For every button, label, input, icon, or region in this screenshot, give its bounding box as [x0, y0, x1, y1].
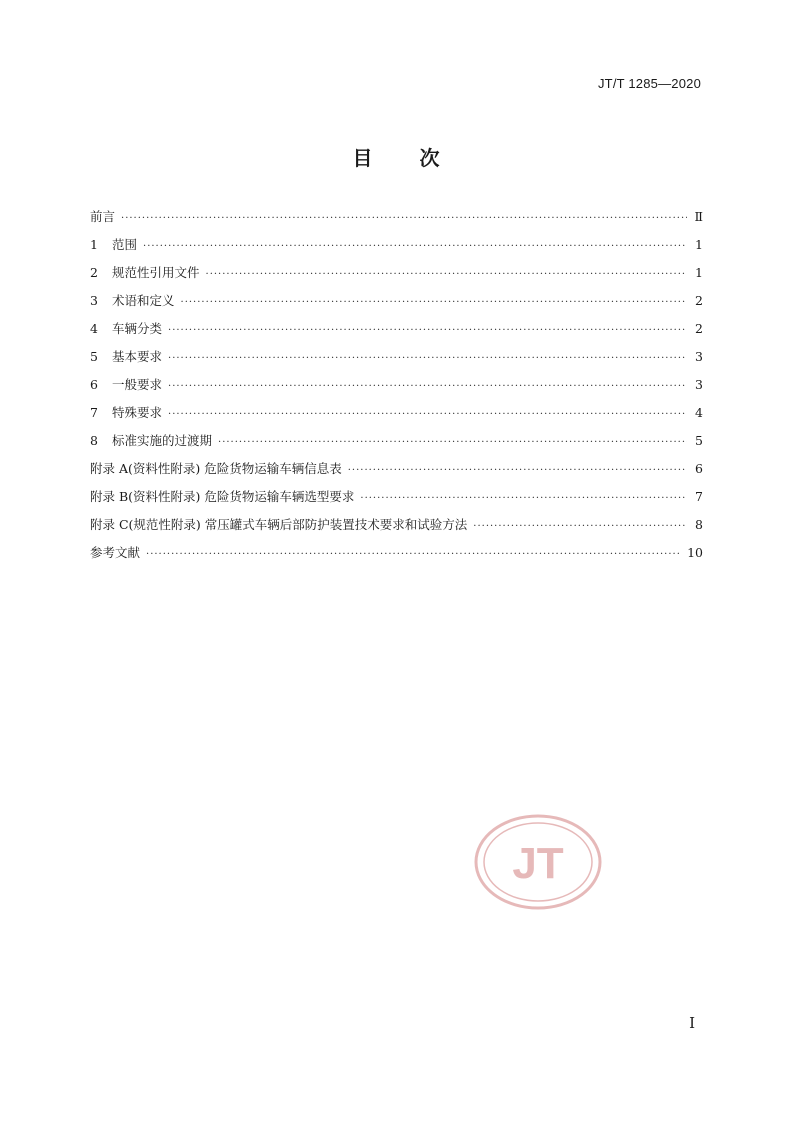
table-of-contents: [90, 203, 703, 567]
toc-entry-page: 6: [695, 461, 703, 476]
toc-entry[interactable]: [90, 455, 703, 483]
dot-leader: [143, 233, 687, 261]
toc-entry-page: 1: [695, 237, 703, 252]
toc-entry-page: 3: [695, 349, 703, 364]
toc-entry[interactable]: [90, 399, 703, 427]
toc-entry-page: 3: [695, 377, 703, 392]
toc-entry-page: 8: [695, 517, 703, 532]
toc-entry[interactable]: [90, 483, 703, 511]
toc-entry-label: 附录 C(规范性附录) 常压罐式车辆后部防护装置技术要求和试验方法: [90, 517, 468, 532]
dot-leader: [473, 513, 687, 541]
toc-entry-number: 4: [90, 321, 98, 336]
toc-entry-label: 术语和定义: [112, 293, 175, 308]
toc-entry-page: 4: [695, 405, 703, 420]
dot-leader: [121, 205, 687, 233]
toc-entry-page: 2: [695, 321, 703, 336]
toc-entry-number: 8: [90, 433, 98, 448]
toc-entry-label: 参考文献: [90, 545, 141, 560]
dot-leader: [181, 289, 687, 317]
toc-entry-label: 基本要求: [112, 349, 163, 364]
dot-leader: [168, 317, 687, 345]
toc-entry-page: 2: [695, 293, 703, 308]
toc-entry[interactable]: [90, 231, 703, 259]
toc-entry-page: 1: [695, 265, 703, 280]
toc-entry[interactable]: [90, 511, 703, 539]
toc-entry[interactable]: [90, 315, 703, 343]
jt-watermark-seal: [472, 812, 604, 912]
toc-entry-label: 规范性引用文件: [112, 265, 200, 280]
toc-entry-number: 2: [90, 265, 98, 280]
toc-entry-page: 5: [695, 433, 703, 448]
dot-leader: [146, 541, 681, 569]
toc-entry-label: 特殊要求: [112, 405, 163, 420]
toc-entry-number: 7: [90, 405, 98, 420]
toc-entry-page: 7: [695, 489, 703, 504]
page-number: I: [689, 1014, 695, 1032]
toc-entry[interactable]: [90, 259, 703, 287]
toc-entry-label: 附录 A(资料性附录) 危险货物运输车辆信息表: [90, 461, 342, 476]
toc-entry-page: Ⅱ: [694, 209, 703, 224]
dot-leader: [168, 401, 687, 429]
toc-entry-number: 3: [90, 293, 98, 308]
title-char-1: 目: [352, 146, 374, 170]
toc-entry-number: 6: [90, 377, 98, 392]
dot-leader: [218, 429, 687, 457]
toc-entry-label: 范围: [112, 237, 138, 252]
toc-entry[interactable]: [90, 287, 703, 315]
toc-entry-label: 前言: [90, 209, 116, 224]
toc-entry-label: 标准实施的过渡期: [112, 433, 213, 448]
toc-entry[interactable]: [90, 371, 703, 399]
dot-leader: [168, 345, 687, 373]
toc-entry[interactable]: [90, 343, 703, 371]
seal-text: JT: [512, 839, 564, 888]
dot-leader: [168, 373, 687, 401]
dot-leader: [348, 457, 687, 485]
page-title: [0, 142, 793, 171]
toc-entry[interactable]: [90, 203, 703, 231]
toc-entry-number: 5: [90, 349, 98, 364]
dot-leader: [360, 485, 687, 513]
toc-entry[interactable]: [90, 427, 703, 455]
title-char-2: 次: [419, 146, 441, 170]
dot-leader: [206, 261, 687, 289]
toc-entry-label: 车辆分类: [112, 321, 163, 336]
toc-entry-label: 附录 B(资料性附录) 危险货物运输车辆选型要求: [90, 489, 355, 504]
toc-entry-page: 10: [687, 545, 703, 560]
standard-number: JT/T 1285—2020: [597, 76, 701, 91]
toc-entry-number: 1: [90, 237, 98, 252]
toc-entry[interactable]: [90, 539, 703, 567]
toc-entry-label: 一般要求: [112, 377, 163, 392]
